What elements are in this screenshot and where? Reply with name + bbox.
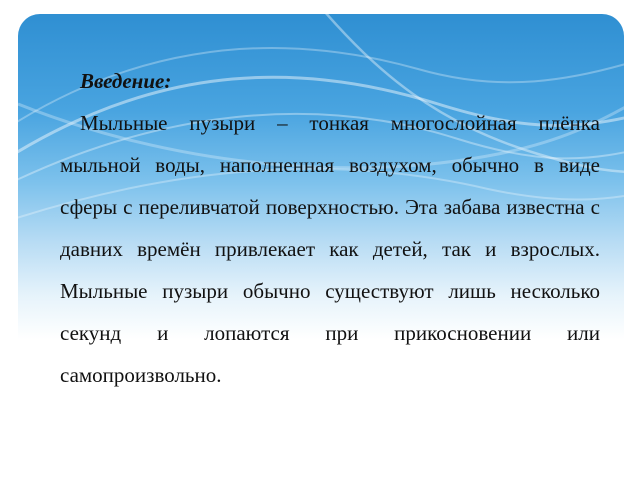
text-block: [60, 60, 600, 396]
body-paragraph: Мыльные пузыри – тонкая многослойная плёнка мыльной воды, наполненная воздухом, обычно в виде сферы с переливчатой поверхностью. Эта забава известна с давних времён привлекает как детей, так и взрослых. Мыльные пузыри обычно существуют лишь несколько секунд и лопаются при прикосновении или самопроизвольно.: [60, 111, 600, 387]
section-heading: Введение:: [80, 69, 172, 93]
